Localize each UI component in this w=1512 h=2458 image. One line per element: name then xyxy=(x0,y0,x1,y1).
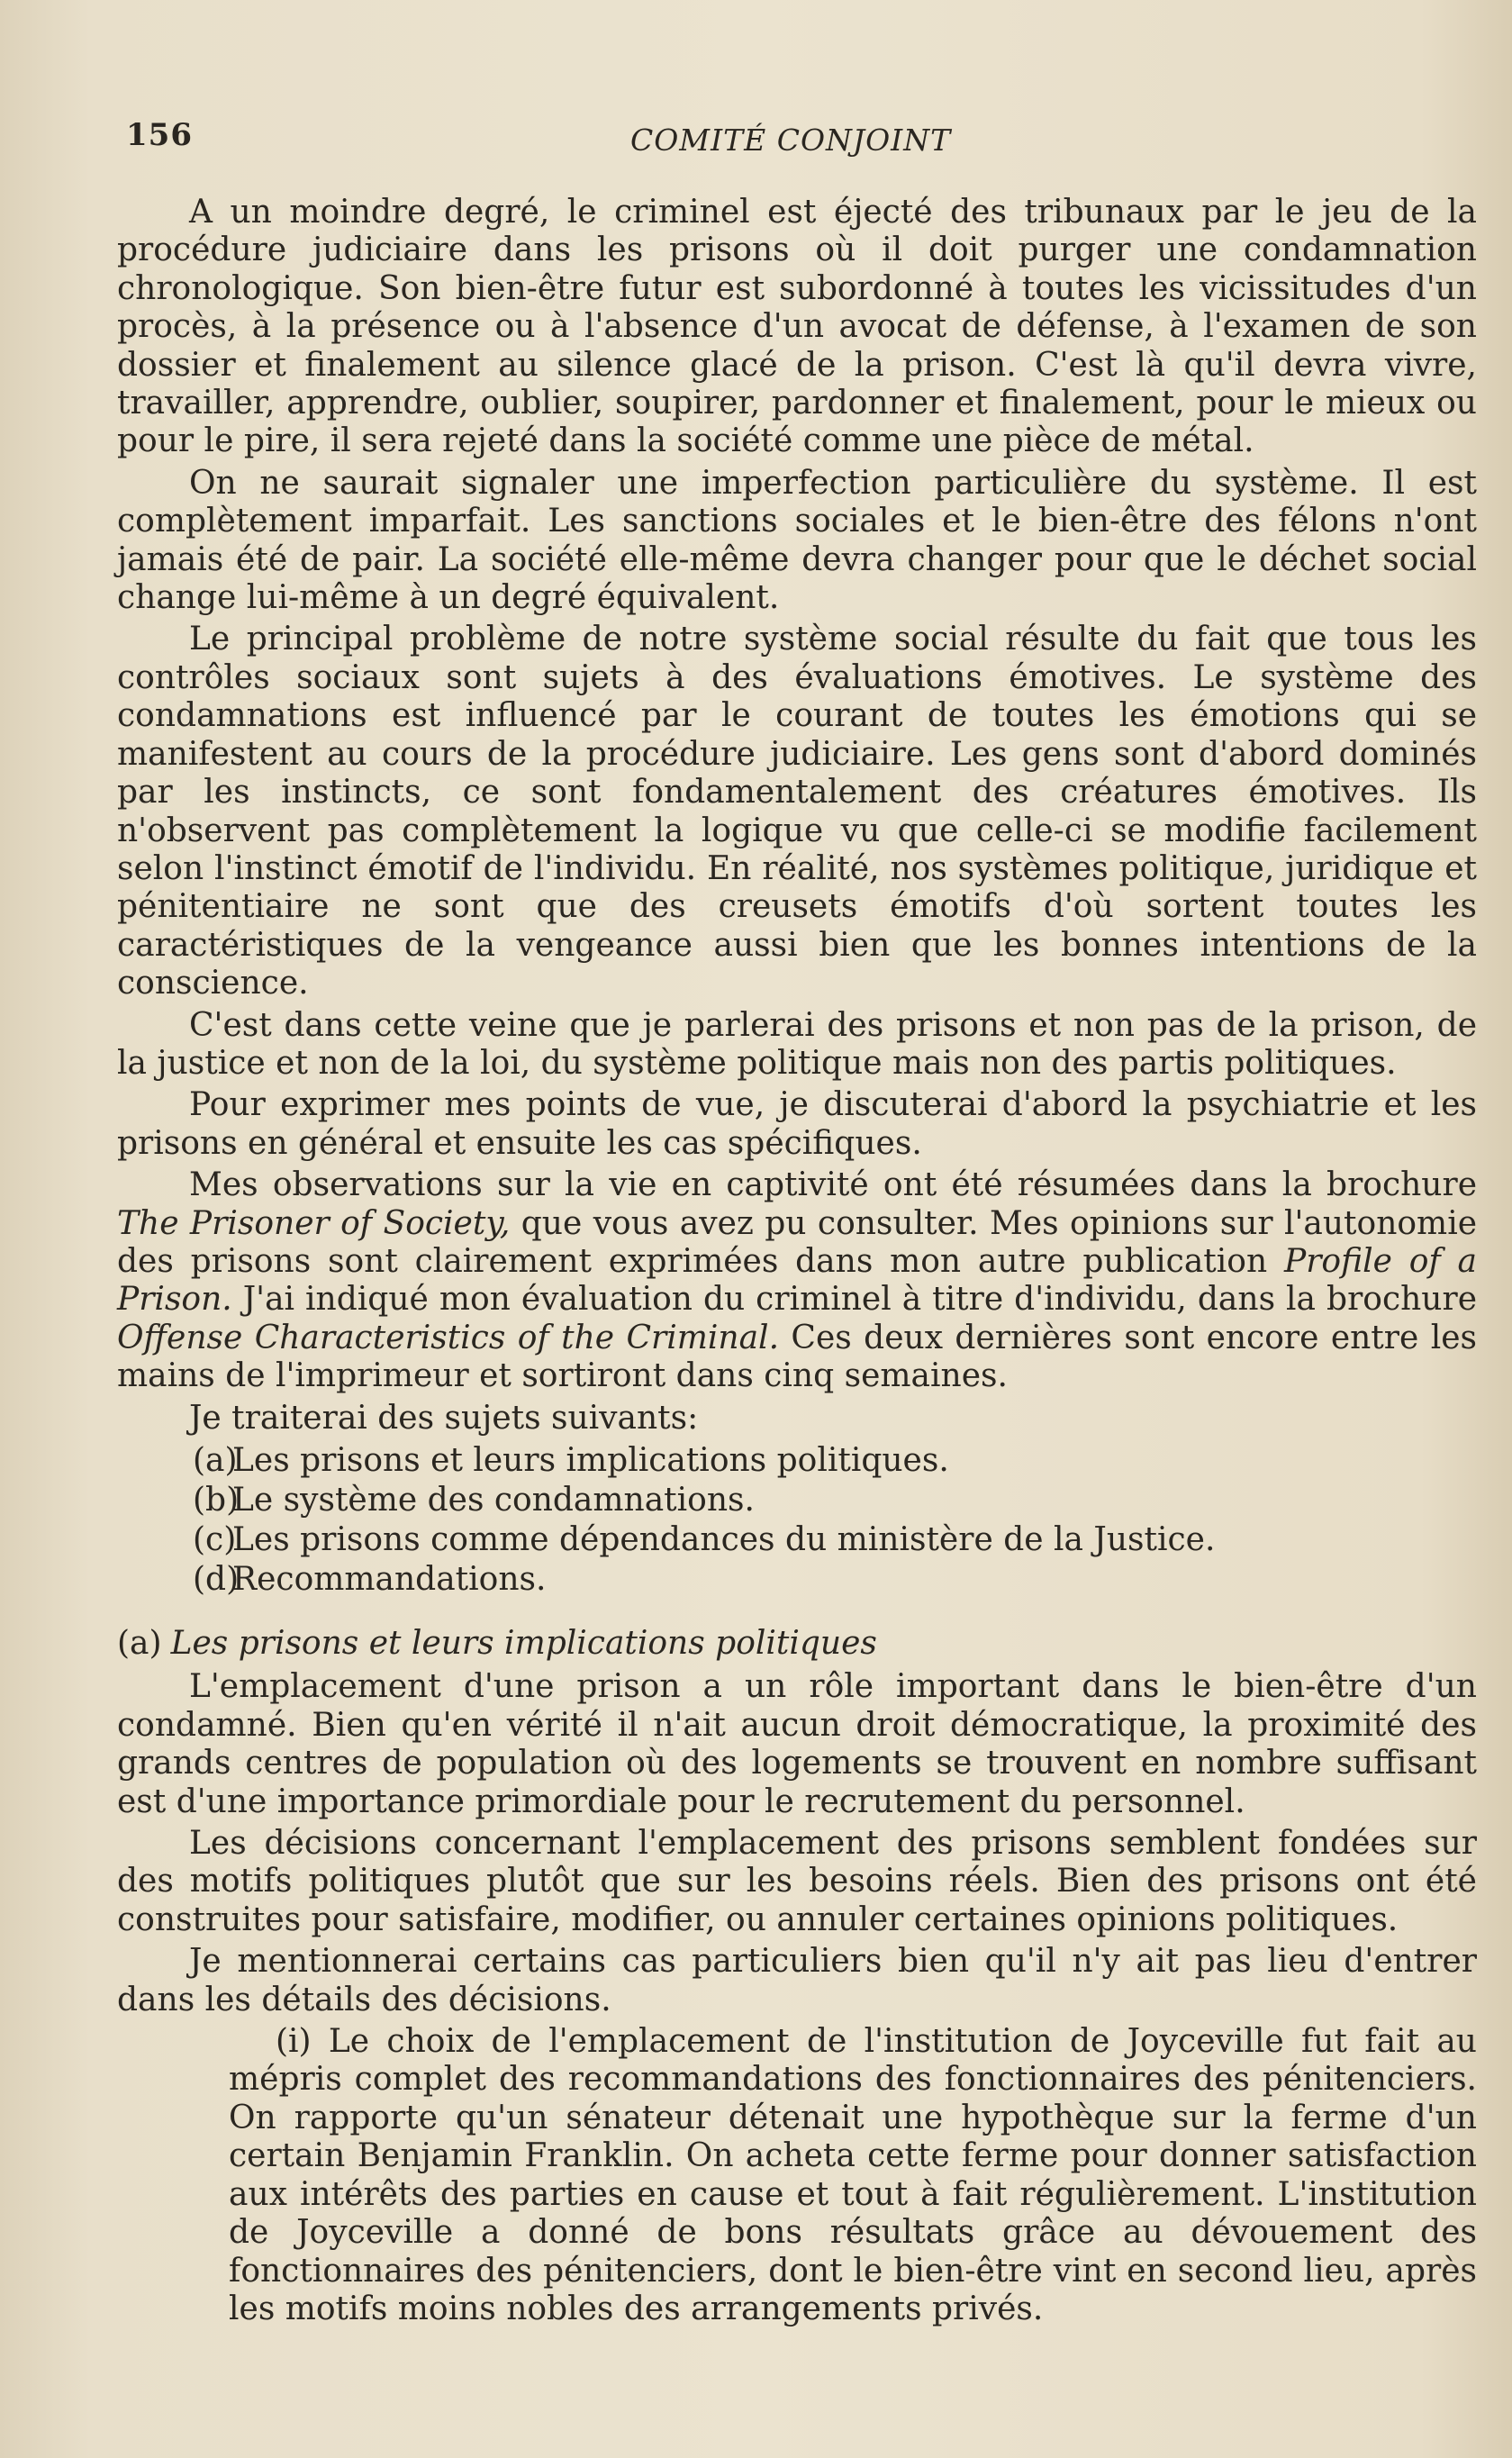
page-number: 156 xyxy=(126,117,193,153)
list-item-text: Les prisons comme dépendances du ministère de la Justice. xyxy=(232,1521,1216,1558)
list-marker: (b) xyxy=(193,1482,240,1519)
section-marker: (a) xyxy=(117,1625,162,1662)
topics-list xyxy=(117,1441,1477,1600)
observations-text-3: J'ai indiqué mon évaluation du criminel à titre d'individu, dans la brochure xyxy=(231,1281,1477,1319)
running-title: COMITÉ CONJOINT xyxy=(630,122,952,158)
list-item xyxy=(117,1560,1477,1600)
paragraph-1: A un moindre degré, le criminel est éjecté des tribunaux par le jeu de la procédure judiciaire dans les prisons où il doit purger une condamnation chronologique. Son bien-être futur est subordonné à toutes les vicissitudes d'un procès, à la présence ou à l'absence d'un avocat de défense, à l'examen de son dossier et finalement au silence glacé de la prison. C'est là qu'il devra vivre, travailler, apprendre, oublier, soupirer, pardonner et finalement, pour le mieux ou pour le pire, il sera rejeté dans la société comme une pièce de métal. xyxy=(117,194,1477,460)
paragraph-4: C'est dans cette veine que je parlerai des prisons et non pas de la prison, de la justice et non de la loi, du système politique mais non des partis politiques. xyxy=(117,1006,1477,1082)
paragraph-2: On ne saurait signaler une imperfection particulière du système. Il est complètement imparfait. Les sanctions sociales et le bien-être des félons n'ont jamais été de pair. La société elle-même devra changer pour que le déchet social change lui-même à un degré équivalent. xyxy=(117,464,1477,617)
publication-title-profile-of-a-prison: Profile of a Prison. xyxy=(117,1242,1477,1319)
topics-intro: Je traiterai des sujets suivants: xyxy=(189,1399,699,1437)
section-a-paragraph-3: Je mentionnerai certains cas particuliers bien qu'il n'y ait pas lieu d'entrer dans les détails des décisions. xyxy=(117,1943,1477,2018)
list-item-text: Recommandations. xyxy=(232,1561,547,1598)
paragraph-5: Pour exprimer mes points de vue, je discuterai d'abord la psychiatrie et les prisons en général et ensuite les cas spécifiques. xyxy=(117,1086,1477,1162)
observations-text-2: que vous avez pu consulter. Mes opinions sur l'autonomie des prisons sont clairement exprimées dans mon autre publication xyxy=(117,1204,1478,1280)
running-head xyxy=(126,117,1477,171)
list-item-text: Le système des condamnations. xyxy=(232,1482,755,1519)
body-text xyxy=(117,194,1477,2332)
list-item xyxy=(117,1520,1477,1560)
observations-text-4: Ces deux dernières sont encore entre les mains de l'imprimeur et sortiront dans cinq semaines. xyxy=(117,1319,1477,1395)
list-marker: (d) xyxy=(193,1561,240,1598)
paragraph-3: Le principal problème de notre système social résulte du fait que tous les contrôles sociaux sont sujets à des évaluations émotives. Le système des condamnations est influencé par le courant de toutes les émotions qui se manifestent au cours de la procédure judiciaire. Les gens sont d'abord dominés par les instincts, ce sont fondamentalement des créatures émotives. Ils n'observent pas complètement la logique vu que celle-ci se modifie facilement selon l'instinct émotif de l'individu. En réalité, nos systèmes politique, juridique et pénitentiaire ne sont que des creusets émotifs d'où sortent toutes les caractéristiques de la vengeance aussi bien que les bonnes intentions de la conscience. xyxy=(117,621,1477,1002)
observations-text-1: Mes observations sur la vie en captivité ont été résumées dans la brochure xyxy=(189,1166,1477,1204)
paragraph-observations xyxy=(117,1166,1477,1395)
brochure-title-offense-characteristics: Offense Characteristics of the Criminal. xyxy=(117,1319,780,1356)
case-joyceville: (i) Le choix de l'emplacement de l'institution de Joyceville fut fait au mépris complet des recommandations des fonctionnaires des pénitenciers. On rapporte qu'un sénateur détenait une hypothèque sur la ferme d'un certain Benjamin Franklin. On acheta cette ferme pour donner satisfaction aux intérêts des parties en cause et tout à fait régulièrement. L'institution de Joyceville a donné de bons résultats grâce au dévouement des fonctionnaires des pénitenciers, dont le bien-être vint en second lieu, après les motifs moins nobles des arrangements privés. xyxy=(229,2023,1477,2327)
section-title: Les prisons et leurs implications politiques xyxy=(170,1625,877,1662)
section-a-paragraph-1: L'emplacement d'une prison a un rôle important dans le bien-être d'un condamné. Bien qu'en vérité il n'ait aucun droit démocratique, la proximité des grands centres de population où des logements se trouvent en nombre suffisant est d'une importance primordiale pour le recrutement du personnel. xyxy=(117,1668,1477,1820)
section-a-paragraph-2: Les décisions concernant l'emplacement des prisons semblent fondées sur des motifs politiques plutôt que sur les besoins réels. Bien des prisons ont été construites pour satisfaire, modifier, ou annuler certaines opinions politiques. xyxy=(117,1825,1477,1938)
list-item xyxy=(117,1481,1477,1520)
list-item xyxy=(117,1441,1477,1481)
section-heading-a xyxy=(117,1625,1477,1663)
brochure-title-prisoner-of-society: The Prisoner of Society, xyxy=(117,1204,511,1242)
list-marker: (c) xyxy=(193,1521,237,1558)
list-item-text: Les prisons et leurs implications politiques. xyxy=(232,1442,949,1479)
list-marker: (a) xyxy=(193,1442,238,1479)
